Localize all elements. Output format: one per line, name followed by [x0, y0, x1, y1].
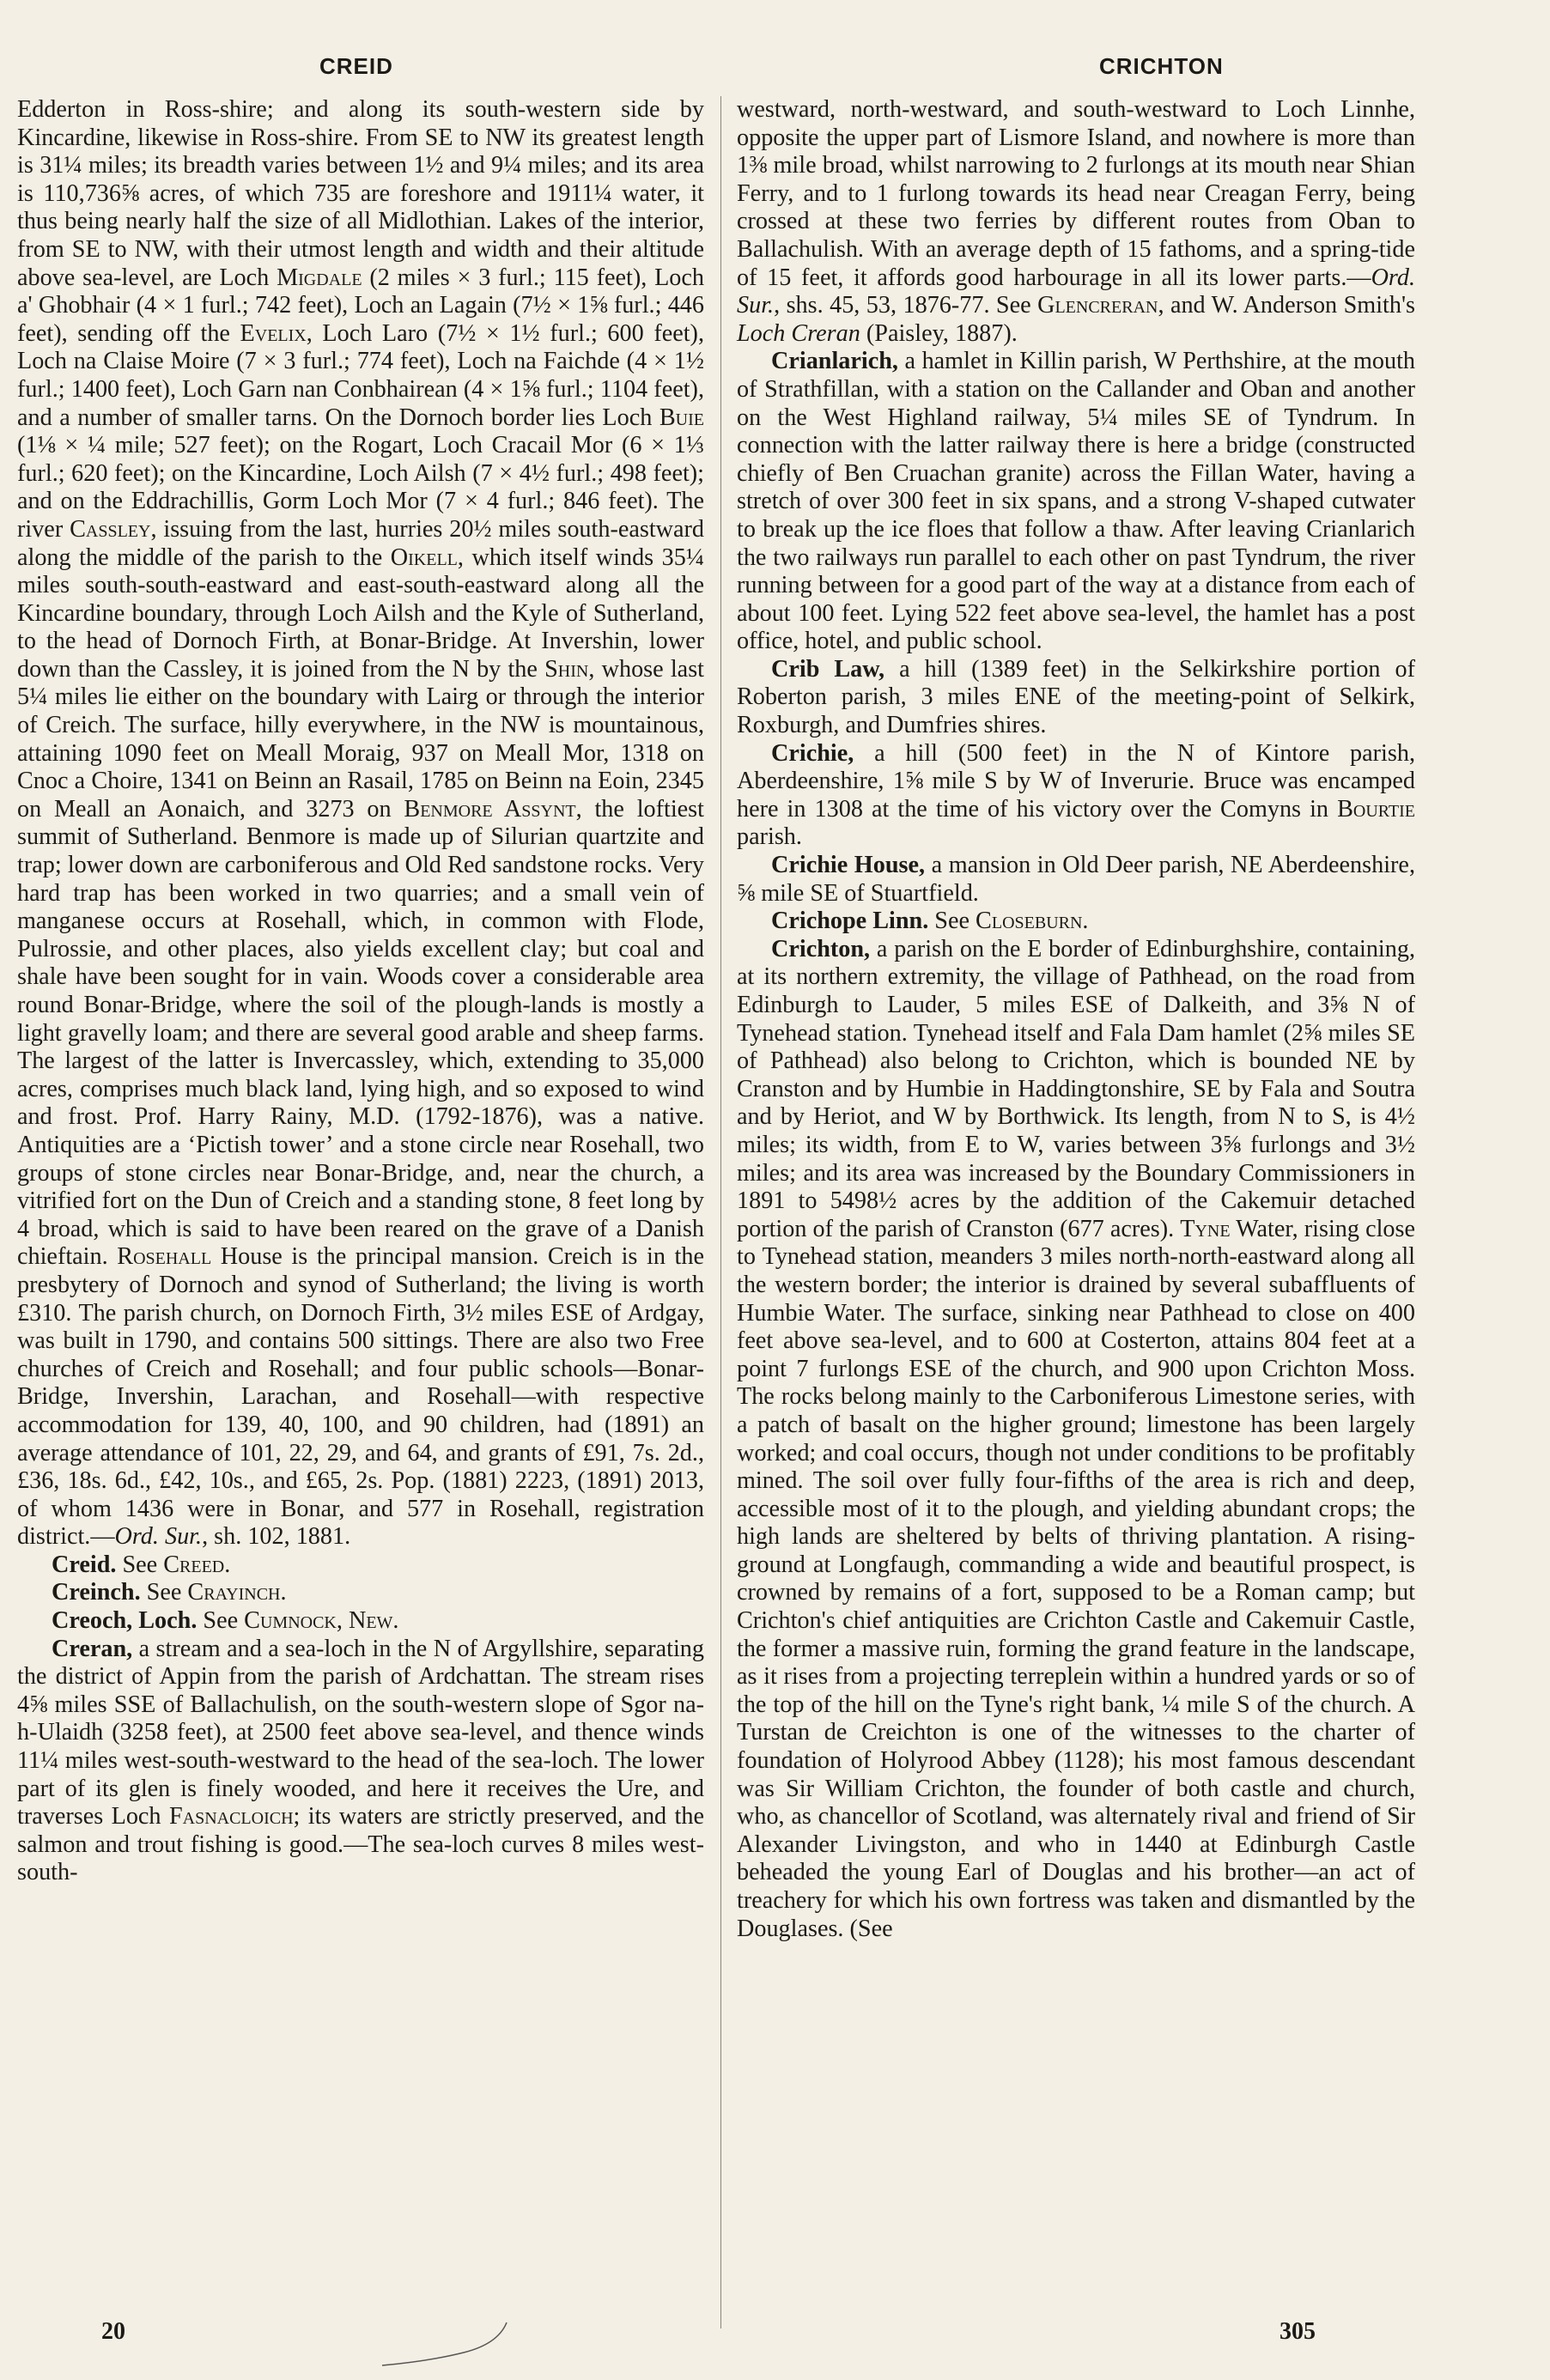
- text-run: a hill (500 feet) in the N of Kintore parish, Aberdeenshire, 1⅝ mile S by W of Inverurie. Bruce was encamped here in 1308 at the time of his victory over the Comyns in: [737, 739, 1415, 823]
- text-run: (2 miles × 3 furl.; 115 feet), Loch a' Ghobhair (4 × 1 furl.; 742 feet), Loch an Lagain (7½ × 1⅝ furl.; 446 feet), sending off the: [17, 264, 704, 347]
- entry-headword: Creoch, Loch.: [52, 1607, 198, 1635]
- text-run: .: [224, 1551, 231, 1578]
- cross-reference: Evelix: [240, 319, 307, 347]
- gazetteer-entry: [737, 936, 1415, 1943]
- cross-reference: Glencreran: [1037, 292, 1158, 319]
- text-run: Loch Creran: [737, 319, 860, 347]
- text-run: See: [928, 908, 976, 935]
- page-number-right: 305: [1280, 2318, 1316, 2345]
- text-run: See: [197, 1607, 245, 1635]
- text-run: a parish on the E border of Edinburghshire, containing, at its northern extremity, the village of Pathhead, on the road from Edinburgh to Lauder, 5 miles ESE of Dalkeith, and 3⅝ N of Tynehead station. Tynehead itself and Fala Dam hamlet (2⅝ miles SE of Pathhead) also belong to Crichton, which is bounded NE by Cranston and by Humbie in Haddingtonshire, SE by Fala and Soutra and by Heriot, and W by Borthwick. Its length, from N to S, is 4½ miles; its width, from E to W, varies between 3⅝ furlongs and 3½ miles; and its area was increased by the Boundary Commissioners in 1891 to 5498½ acres by the addition of the Cakemuir detached portion of the parish of Cranston (677 acres).: [737, 935, 1415, 1242]
- cross-reference: Creed: [163, 1551, 225, 1578]
- right-column: [737, 96, 1415, 1943]
- text-run: Water, rising close to Tynehead station, meanders 3 miles north-north-eastward along all the western border; the interior is drained by several subaffluents of Humbie Water. The surface, sinking near Pathhead to close on 400 feet above sea-level, and to 600 at Costerton, attains 804 feet at a point 7 furlongs ESE of the church, and 900 upon Crichton Moss. The rocks belong mainly to the Carboniferous Limestone series, with a patch of basalt on the higher ground; limestone has been largely worked; and coal occurs, though not under conditions to be profitably mined. The soil over fully four-fifths of the area is rich and deep, accessible most of it to the plough, and yielding abundant crops; the high lands are sheltered by belts of thriving plantation. A rising-ground at Longfaugh, commanding a wide and beautiful prospect, is crowned by remains of a fort, supposed to be a Roman camp; but Crichton's chief antiquities are Crichton Castle and Cakemuir Castle, the former a massive ruin, forming the grand feature in the landscape, as it rises from a projecting terreplein within a hundred yards or so of the top of the hill on the Tyne's right bank, ¼ mile S of the church. A Turstan de Creichton is one of the witnesses to the charter of foundation of Holyrood Abbey (1128); his most famous descendant was Sir William Crichton, the founder of both castle and church, who, as chancellor of Scotland, was alternately rival and friend of Sir Alexander Livingston, and who in 1440 at Edinburgh Castle beheaded the young Earl of Douglas and his brother—an act of treachery for which his own fortress was taken and dismantled by the Douglases. (See: [737, 1215, 1416, 1942]
- gazetteer-entry: [737, 908, 1415, 936]
- gazetteer-entry: [737, 740, 1415, 852]
- continued-text: [17, 96, 704, 1551]
- text-run: , Loch Laro (7½ × 1½ furl.; 600 feet), Loch na Claise Moire (7 × 3 furl.; 774 feet), Loch na Faichde (4 × 1½ furl.; 1400 feet), Loch Garn nan Conbhairean (4 × 1⅝ furl.; 1104 feet), and a number of smaller tarns. On the Dornoch border lies Loch: [17, 319, 704, 431]
- entry-headword: Creinch.: [52, 1579, 141, 1606]
- entry-headword: Creid.: [52, 1551, 117, 1578]
- entry-headword: Crib Law,: [771, 655, 885, 683]
- text-run: See: [116, 1551, 164, 1578]
- left-column: [17, 96, 704, 1887]
- cross-reference: Buie: [659, 404, 704, 431]
- text-run: House is the principal mansion. Creich is in the presbytery of Dornoch and synod of Sutherland; the living is worth £310. The parish church, on Dornoch Firth, 3½ miles ESE of Ardgay, was built in 1790, and contains 500 sittings. There are also two Free churches of Creich and Rosehall; and four public schools—Bonar-Bridge, Invershin, Larachan, and Rosehall—with respective accommodation for 139, 40, 100, and 90 children, had (1891) an average attendance of 101, 22, 29, and 64, and grants of £91, 7s. 2d., £36, 18s. 6d., £42, 10s., and £65, 2s. Pop. (1881) 2223, (1891) 2013, of whom 1436 were in Bonar, and 577 in Rosehall, registration district.—: [17, 1243, 704, 1551]
- cross-reference: Crayinch: [187, 1579, 281, 1606]
- entry-headword: Crichton,: [771, 935, 871, 962]
- running-header-left: CREID: [319, 53, 393, 79]
- text-run: a hill (1389 feet) in the Selkirkshire portion of Roberton parish, 3 miles ENE of the meeting-point of Selkirk, Roxburgh, and Dumfries shires.: [737, 655, 1415, 739]
- text-run: Ord. Sur.: [114, 1523, 203, 1551]
- cross-reference: Benmore Assynt: [404, 795, 576, 823]
- text-run: a stream and a sea-loch in the N of Argyllshire, separating the district of Appin from the parish of Ardchattan. The stream rises 4⅝ miles SSE of Ballachulish, on the south-western slope of Sgor na-h-Ulaidh (3258 feet), at 2500 feet above sea-level, and thence winds 11¼ miles west-south-westward to the head of the sea-loch. The lower part of its glen is finely wooded, and here it receives the Ure, and traverses Loch: [17, 1635, 704, 1831]
- text-run: .: [280, 1579, 287, 1606]
- text-run: (Paisley, 1887).: [860, 319, 1018, 347]
- text-run: , the loftiest summit of Sutherland. Benmore is made up of Silurian quartzite and trap; lower down are carboniferous and Old Red sandstone rocks. Very hard trap has been worked in two quarries; and a small vein of manganese occurs at Rosehall, which, in common with Flode, Pulrossie, and other places, also yields excellent clay; but coal and shale have been sought for in vain. Woods cover a considerable area round Bonar-Bridge, where the soil of the plough-lands is mostly a light gravelly loam; and there are several good arable and sheep farms. The largest of the latter is Invercassley, which, extending to 35,000 acres, comprises much black land, lying high, and so exposed to wind and frost. Prof. Harry Rainy, M.D. (1792-1876), was a native. Antiquities are a ‘Pictish tower’ and a stone circle near Rosehall, two groups of stone circles near Bonar-Bridge, and, near the church, a vitrified fort on the Dun of Creich and a standing stone, 8 feet long by 4 broad, which is said to have been reared on the grave of a Danish chieftain.: [17, 795, 704, 1271]
- pen-scribble-mark: [378, 2318, 515, 2370]
- cross-reference: Fasnacloich: [168, 1803, 294, 1831]
- gazetteer-entry: [737, 852, 1415, 908]
- text-run: a hamlet in Killin parish, W Perthshire, at the mouth of Strathfillan, with a station on the Callander and Oban and another on the West Highland railway, 5¼ miles SE of Tyndrum. In connection with the latter railway there is here a bridge (constructed chiefly of Ben Cruachan granite) across the Fillan Water, having a stretch of over 300 feet in six spans, and a strong V-shaped cutwater to break up the ice floes that follow a thaw. After leaving Crianlarich the two railways run parallel to each other on past Tyndrum, the river running between for a good part of the way at a distance from each of about 100 feet. Lying 522 feet above sea-level, the hamlet has a post office, hotel, and public school.: [737, 348, 1415, 655]
- text-run: a mansion in Old Deer parish, NE Aberdeenshire, ⅝ mile SE of Stuartfield.: [737, 852, 1415, 907]
- gazetteer-entry: [17, 1607, 704, 1636]
- cross-reference: Migdale: [277, 264, 362, 291]
- cross-reference: Rosehall: [117, 1243, 212, 1271]
- text-run: parish.: [737, 823, 802, 851]
- running-header-right: CRICHTON: [1099, 53, 1224, 79]
- cross-reference: Shin: [544, 655, 589, 683]
- gazetteer-entry: [17, 1636, 704, 1887]
- text-run: ; its waters are strictly preserved, and the salmon and trout fishing is good.—The sea-loch curves 8 miles west-south-: [17, 1803, 704, 1886]
- text-run: , shs. 45, 53, 1876-77. See: [774, 292, 1038, 319]
- cross-reference: Cumnock, New: [244, 1607, 393, 1635]
- page-number-left: 20: [101, 2318, 125, 2345]
- continued-text: [737, 96, 1415, 348]
- cross-reference: Cassley: [70, 515, 151, 543]
- text-run: , which itself winds 35¼ miles south-south-eastward and east-south-eastward along all the Kincardine boundary, through Loch Ailsh and the Kyle of Sutherland, to the head of Dornoch Firth, at Bonar-Bridge. At Invershin, lower down than the Cassley, it is joined from the N by the: [17, 543, 705, 683]
- gazetteer-entry: [737, 348, 1415, 656]
- cross-reference: Oikell: [390, 543, 458, 571]
- text-run: (1⅛ × ¼ mile; 527 feet); on the Rogart, Loch Cracail Mor (6 × 1⅓ furl.; 620 feet); on the Kincardine, Loch Ailsh (7 × 4½ furl.; 498 feet); and on the Eddrachillis, Gorm Loch Mor (7 × 4 furl.; 846 feet). The river: [17, 432, 704, 543]
- text-run: .: [392, 1607, 399, 1635]
- text-run: , and W. Anderson Smith's: [1158, 292, 1416, 319]
- cross-reference: Tyne: [1180, 1215, 1231, 1242]
- text-run: See: [140, 1579, 188, 1606]
- gazetteer-entry: [737, 656, 1415, 740]
- entry-headword: Crianlarich,: [771, 348, 898, 375]
- gazetteer-entry: [17, 1551, 704, 1580]
- text-run: Ord. Sur.: [737, 264, 1415, 319]
- column-divider: [720, 96, 721, 2328]
- entry-headword: Crichie,: [771, 739, 854, 767]
- text-run: .: [1082, 908, 1089, 935]
- cross-reference: Closeburn: [976, 908, 1083, 935]
- text-run: Edderton in Ross-shire; and along its south-western side by Kincardine, likewise in Ross-shire. From SE to NW its greatest length is 31¼ miles; its breadth varies between 1½ and 9¼ miles; and its area is 110,736⅝ acres, of which 735 are foreshore and 1911¼ water, it thus being nearly half the size of all Midlothian. Lakes of the interior, from SE to NW, with their utmost length and width and their altitude above sea-level, are Loch: [17, 96, 704, 291]
- gazetteer-entry: [17, 1579, 704, 1607]
- text-run: , issuing from the last, hurries 20½ miles south-eastward along the middle of the parish to the: [17, 515, 704, 571]
- entry-headword: Crichie House,: [771, 852, 926, 879]
- cross-reference: Bourtie: [1337, 795, 1415, 823]
- entry-headword: Crichope Linn.: [771, 908, 929, 935]
- entry-headword: Creran,: [52, 1635, 133, 1662]
- text-run: westward, north-westward, and south-westward to Loch Linnhe, opposite the upper part of Lismore Island, and nowhere is more than 1⅜ mile broad, whilst narrowing to 2 furlongs at its mouth near Shian Ferry, and to 1 furlong towards its head near Creagan Ferry, being crossed at these two ferries by different routes from Oban to Ballachulish. With an average depth of 15 fathoms, and a spring-tide of 15 feet, it affords good harbourage in all its lower parts.—: [737, 96, 1415, 291]
- text-run: , sh. 102, 1881.: [202, 1523, 351, 1551]
- text-run: , whose last 5¼ miles lie either on the boundary with Lairg or through the interior of Creich. The surface, hilly everywhere, in the NW is mountainous, attaining 1090 feet on Meall Moraig, 937 on Meall Mor, 1318 on Cnoc a Choire, 1341 on Beinn an Rasail, 1785 on Beinn na Eoin, 2345 on Meall an Aonaich, and 3273 on: [17, 655, 704, 823]
